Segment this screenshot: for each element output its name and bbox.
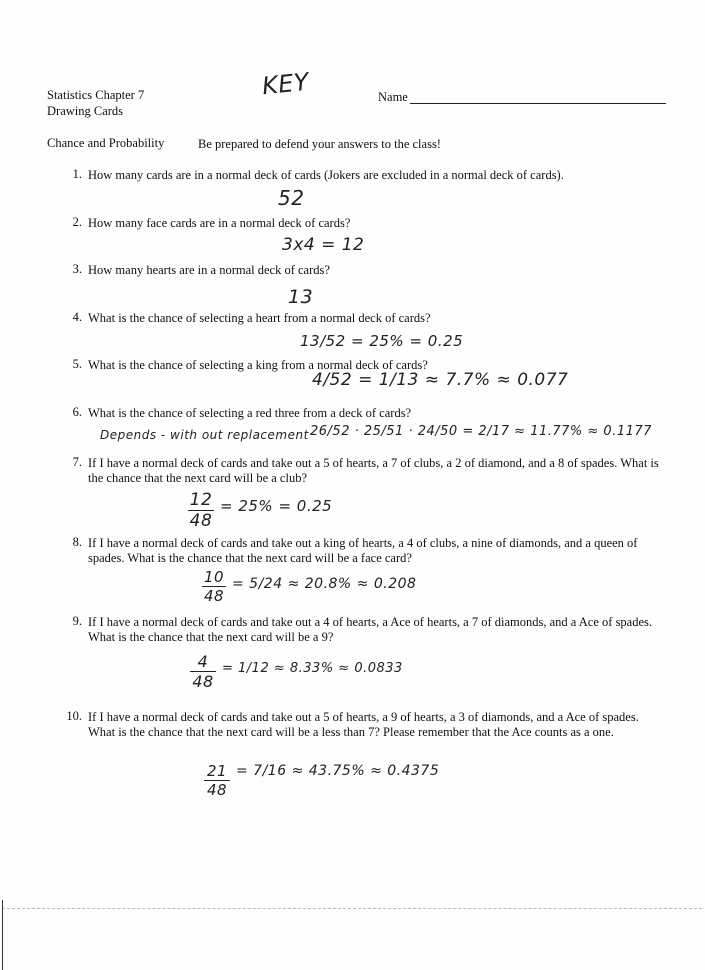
- question-number: 2.: [72, 215, 82, 229]
- handwritten-answer: 3x4 = 12: [282, 235, 365, 255]
- fraction-denominator: 48: [203, 587, 225, 605]
- section-heading: Chance and Probability: [47, 136, 165, 150]
- handwritten-answer: = 5/24 ≈ 20.8% ≈ 0.208: [232, 576, 417, 592]
- question-text: What is the chance of selecting a red three from a deck of cards?: [88, 406, 412, 420]
- question-number: 1.: [72, 167, 82, 181]
- answer-fraction: [190, 652, 216, 691]
- fraction-numerator: 4: [197, 652, 209, 671]
- name-label: Name: [378, 90, 408, 104]
- name-blank-line: [410, 103, 666, 104]
- question-text: How many face cards are in a normal deck of cards?: [88, 216, 351, 230]
- course-title: Statistics Chapter 7: [47, 88, 145, 102]
- question-number: 5.: [72, 357, 82, 371]
- question-number: 7.: [72, 455, 82, 469]
- answer-fraction: [188, 490, 214, 531]
- scan-margin-line: [2, 900, 3, 970]
- scan-edge-line: [2, 908, 702, 909]
- fraction-denominator: 48: [206, 781, 228, 799]
- handwritten-answer: 13: [288, 286, 314, 308]
- question-number: 9.: [72, 614, 82, 628]
- question-number: 8.: [72, 535, 82, 549]
- question-text: If I have a normal deck of cards and take out a 5 of hearts, a 7 of clubs, a 2 of diamond, and a 8 of spades. What is the chance that the next card will be a club?: [88, 456, 659, 485]
- fraction-numerator: 21: [206, 762, 228, 780]
- instruction-text: Be prepared to defend your answers to the class!: [198, 137, 441, 151]
- handwritten-answer: 4/52 = 1/13 ≈ 7.7% ≈ 0.077: [312, 370, 569, 390]
- question-number: 6.: [72, 405, 82, 419]
- handwritten-note: Depends - with out replacement: [100, 428, 309, 442]
- question-text: How many hearts are in a normal deck of cards?: [88, 263, 330, 277]
- handwritten-answer: 26/52 · 25/51 · 24/50 = 2/17 ≈ 11.77% ≈ 0.1177: [310, 424, 652, 439]
- question-number: 4.: [72, 310, 82, 324]
- fraction-denominator: 48: [189, 511, 213, 531]
- fraction-denominator: 48: [192, 672, 214, 691]
- question-text: If I have a normal deck of cards and take out a king of hearts, a 4 of clubs, a nine of diamonds, and a queen of spades. What is the chance that the next card will be a face card?: [88, 536, 638, 565]
- question-text: If I have a normal deck of cards and take out a 5 of hearts, a 9 of hearts, a 3 of diamonds, and a Ace of spades. What is the chance that the next card will be a less than 7? Please remember that the Ace counts as a one.: [88, 710, 639, 739]
- question-text: What is the chance of selecting a king from a normal deck of cards?: [88, 358, 428, 372]
- answer-fraction: [204, 762, 230, 799]
- handwritten-answer: 13/52 = 25% = 0.25: [300, 332, 464, 350]
- topic-title: Drawing Cards: [47, 104, 124, 118]
- handwritten-answer: 52: [278, 186, 305, 210]
- question-number: 10.: [66, 709, 82, 723]
- question-number: 3.: [72, 262, 82, 276]
- question-text: What is the chance of selecting a heart from a normal deck of cards?: [88, 311, 431, 325]
- handwritten-answer: = 7/16 ≈ 43.75% ≈ 0.4375: [236, 763, 440, 779]
- key-handwritten-mark: KEY: [260, 67, 311, 101]
- answer-fraction: [202, 568, 226, 605]
- fraction-numerator: 10: [203, 568, 225, 586]
- question-text: If I have a normal deck of cards and take out a 4 of hearts, a Ace of hearts, a 7 of diamonds, and a Ace of spades. What is the chance that the next card will be a 9?: [88, 615, 653, 644]
- handwritten-answer: = 1/12 ≈ 8.33% ≈ 0.0833: [222, 661, 403, 676]
- fraction-numerator: 12: [189, 490, 213, 510]
- question-text: How many cards are in a normal deck of cards (Jokers are excluded in a normal deck of cards).: [88, 168, 564, 182]
- handwritten-answer: = 25% = 0.25: [220, 497, 333, 515]
